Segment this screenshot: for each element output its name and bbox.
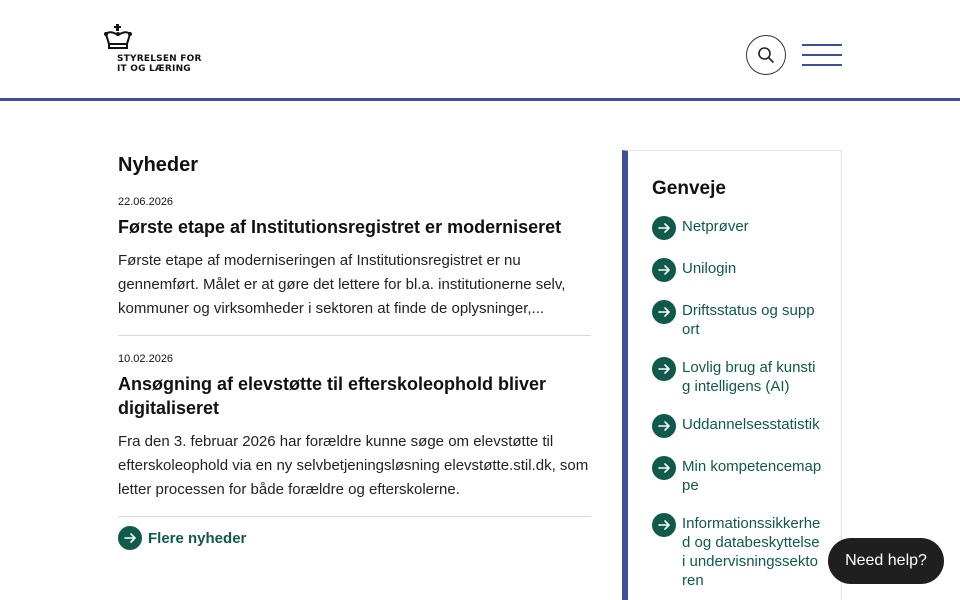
shortcut-label: Driftsstatus og support xyxy=(682,302,815,338)
logo-text xyxy=(117,54,202,74)
shortcuts-heading: Genveje xyxy=(652,178,726,199)
arrow-right-icon xyxy=(118,526,142,550)
logo-line-2: IT OG LÆRING xyxy=(117,64,191,74)
shortcut-label: Informationssikkerhed og databeskyttelse i undervisningssektoren xyxy=(682,515,821,589)
arrow-right-icon xyxy=(652,216,676,240)
arrow-right-icon xyxy=(652,300,676,324)
shortcut-uddannelsesstatistik[interactable] xyxy=(652,414,841,438)
site-header xyxy=(0,0,960,101)
arrow-right-icon xyxy=(652,513,676,537)
more-news-label: Flere nyheder xyxy=(148,529,247,547)
menu-button[interactable] xyxy=(802,44,842,66)
news-item[interactable] xyxy=(118,195,591,336)
logo-line-1: STYRELSEN FOR xyxy=(117,54,202,64)
shortcut-kompetencemappe[interactable] xyxy=(652,456,841,495)
shortcut-unilogin[interactable] xyxy=(652,258,841,282)
news-title[interactable]: Ansøgning af elevstøtte til efterskoleophold bliver digitaliseret xyxy=(118,374,547,418)
shortcut-label: Unilogin xyxy=(682,260,737,277)
arrow-right-icon xyxy=(652,414,676,438)
shortcut-label: Lovlig brug af kunstig intelligens (AI) xyxy=(682,359,816,395)
news-section xyxy=(118,152,591,550)
menu-icon-bar-bottom xyxy=(802,64,842,66)
news-summary: Fra den 3. februar 2026 har forældre kunne søge om elevstøtte til efterskoleophold via en ny selvbetjeningsløsning elevstøtte.stil.dk, som letter processen for både forældre og efterskolerne. xyxy=(118,433,589,498)
menu-icon-bar-top xyxy=(802,44,842,46)
arrow-right-icon xyxy=(652,456,676,480)
arrow-right-icon xyxy=(652,357,676,381)
shortcut-label: Min kompetencemappe xyxy=(682,458,822,494)
shortcut-netproever[interactable] xyxy=(652,216,841,240)
shortcuts-panel xyxy=(622,150,842,600)
more-news-link[interactable] xyxy=(118,526,591,550)
shortcut-driftsstatus[interactable] xyxy=(652,300,841,339)
arrow-right-icon xyxy=(652,258,676,282)
news-date: 22.06.2026 xyxy=(118,196,174,208)
news-title[interactable]: Første etape af Institutionsregistret er moderniseret xyxy=(118,217,562,237)
shortcut-ai[interactable] xyxy=(652,357,841,396)
search-icon xyxy=(757,46,775,64)
news-date: 10.02.2026 xyxy=(118,353,174,365)
crown-icon xyxy=(104,24,132,50)
shortcut-informationssikkerhed[interactable] xyxy=(652,513,841,590)
news-item[interactable] xyxy=(118,352,591,517)
menu-icon-bar-middle xyxy=(802,54,842,56)
shortcut-label: Uddannelsesstatistik xyxy=(682,416,820,433)
search-button[interactable] xyxy=(746,35,786,75)
need-help-button[interactable]: Need help? xyxy=(828,538,944,584)
site-logo[interactable] xyxy=(104,24,214,80)
news-summary: Første etape af moderniseringen af Institutionsregistret er nu gennemført. Målet er at gøre det lettere for bl.a. institutionerne selv, kommuner og virksomheder i sektoren at finde de oplysninger,... xyxy=(118,252,566,317)
shortcut-label: Netprøver xyxy=(682,218,749,235)
news-heading: Nyheder xyxy=(118,154,199,176)
